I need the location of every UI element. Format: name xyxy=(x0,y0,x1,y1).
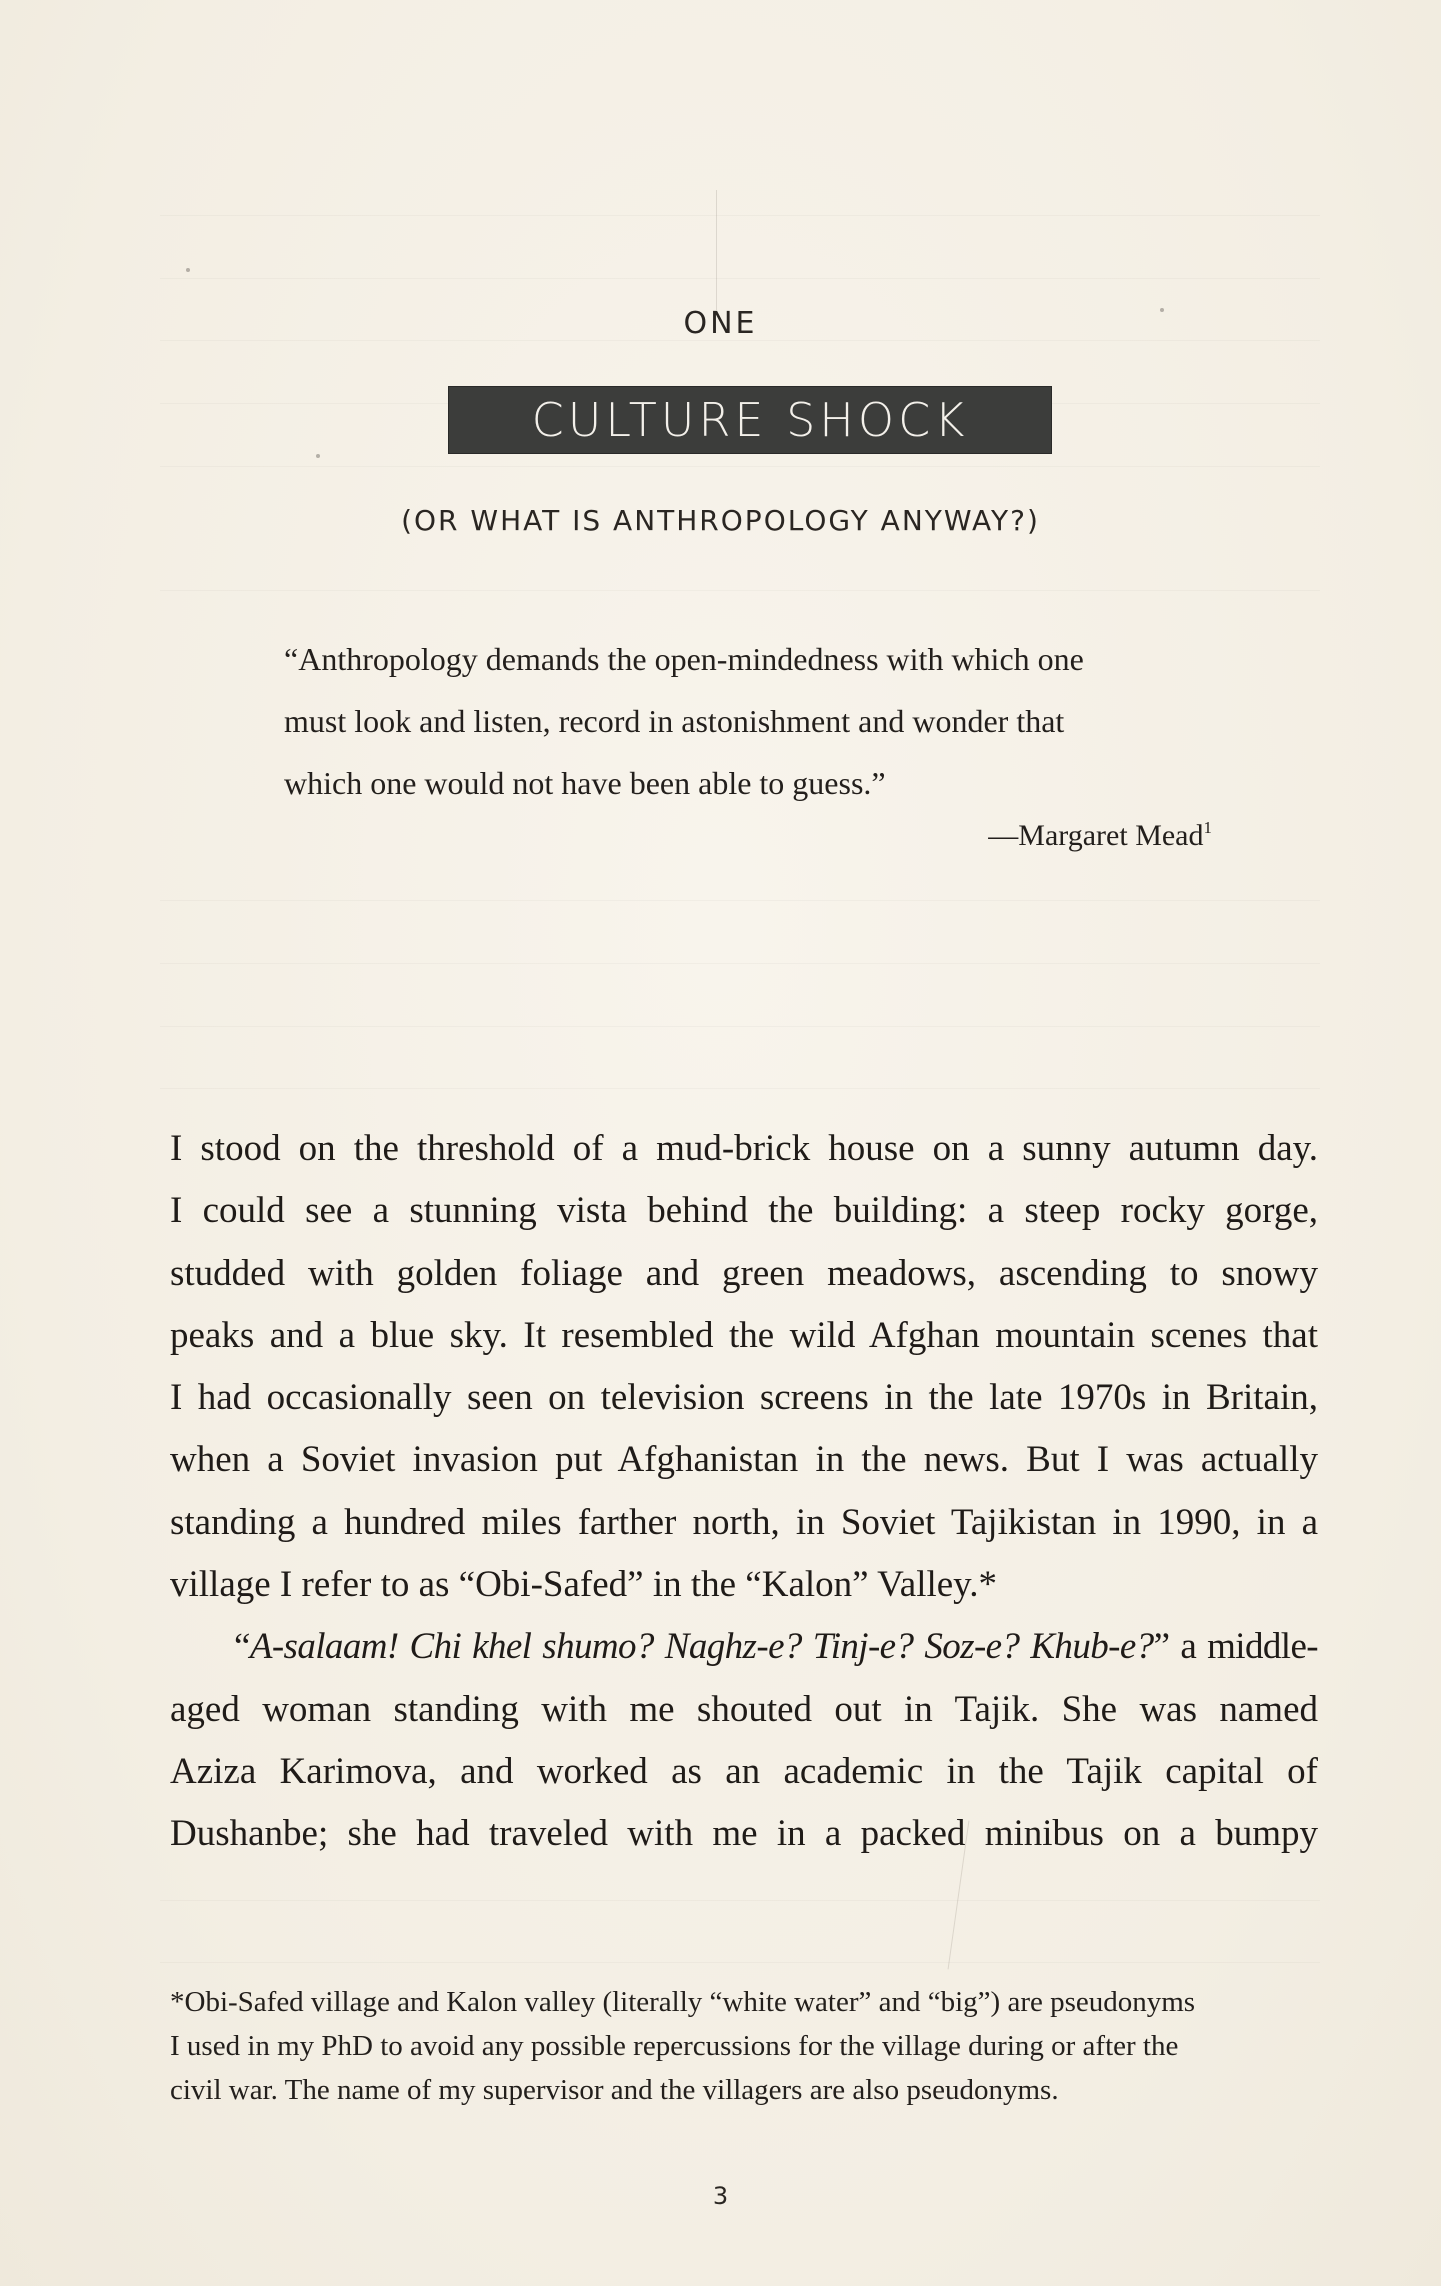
epigraph-line: “Anthropology demands the open-mindedness with which one xyxy=(284,641,1084,677)
text-line: village I refer to as “Obi-Safed” in the “Kalon” Valley.* xyxy=(170,1564,998,1606)
footnote-line: I used in my PhD to avoid any possible repercussions for the village during or after the xyxy=(170,2030,1179,2062)
text-line: studded with golden foliage and green meadows, ascending to snowy xyxy=(170,1252,1318,1294)
text-line: standing a hundred miles farther north, in Soviet Tajikistan in 1990, in a xyxy=(170,1501,1318,1543)
body-text xyxy=(170,1118,1318,1866)
bleed-through-line xyxy=(160,590,1320,591)
bleed-through-line xyxy=(160,1962,1320,1963)
epigraph-line: must look and listen, record in astonishment and wonder that xyxy=(284,703,1065,739)
text-line xyxy=(170,1616,1318,1678)
bleed-through-line xyxy=(160,466,1320,467)
bleed-through-line xyxy=(160,900,1320,901)
bleed-through-line xyxy=(160,215,1320,216)
bleed-through-line xyxy=(160,278,1320,279)
text-line: aged woman standing with me shouted out in Tajik. She was named xyxy=(170,1688,1318,1730)
epigraph-author: —Margaret Mead xyxy=(988,819,1204,852)
chapter-title: CULTURE SHOCK xyxy=(531,393,969,447)
page-number: 3 xyxy=(712,2182,729,2210)
text-line: I stood on the threshold of a mud-brick house on a sunny autumn day. xyxy=(170,1128,1318,1169)
text-line: I had occasionally seen on television screens in the late 1970s in Britain, xyxy=(170,1377,1318,1419)
epigraph-quote xyxy=(284,628,1212,814)
footnote-line: *Obi-Safed village and Kalon valley (literally “white water” and “big”) are pseudonyms xyxy=(170,1986,1196,2018)
text-line: when a Soviet invasion put Afghanistan in the news. But I was actually xyxy=(170,1439,1318,1481)
text-line: I could see a stunning vista behind the building: a steep rocky gorge, xyxy=(170,1190,1318,1232)
text-line: Aziza Karimova, and worked as an academic in the Tajik capital of xyxy=(170,1750,1318,1792)
scan-crease xyxy=(716,190,717,310)
paragraph xyxy=(170,1616,1318,1865)
bleed-through-line xyxy=(160,1900,1320,1901)
chapter-number: ONE xyxy=(683,306,758,341)
bleed-through-line xyxy=(160,963,1320,964)
text-line: Dushanbe; she had traveled with me in a packed minibus on a bumpy xyxy=(170,1813,1318,1855)
chapter-title-banner xyxy=(448,386,1052,454)
text-line: peaks and a blue sky. It resembled the wild Afghan mountain scenes that xyxy=(170,1314,1318,1356)
tajik-greeting: A-salaam! Chi khel shumo? Naghz-e? Tinj-e? Soz-e? Khub-e? xyxy=(249,1626,1154,1668)
quote-close: ” a middle- xyxy=(1153,1626,1319,1668)
endnote-marker: 1 xyxy=(1203,818,1212,837)
epigraph-attribution xyxy=(284,818,1212,853)
paragraph xyxy=(170,1118,1318,1616)
epigraph-line: which one would not have been able to guess.” xyxy=(284,765,886,801)
scan-speck xyxy=(186,268,190,272)
bleed-through-line xyxy=(160,1088,1320,1089)
footnote xyxy=(170,1980,1318,2112)
scan-speck xyxy=(316,454,320,458)
bleed-through-line xyxy=(160,1026,1320,1027)
footnote-line: civil war. The name of my supervisor and the villagers are also pseudonyms. xyxy=(170,2074,1059,2106)
quote-open: “ xyxy=(234,1626,250,1668)
chapter-subtitle: (OR WHAT IS ANTHROPOLOGY ANYWAY?) xyxy=(401,504,1040,537)
